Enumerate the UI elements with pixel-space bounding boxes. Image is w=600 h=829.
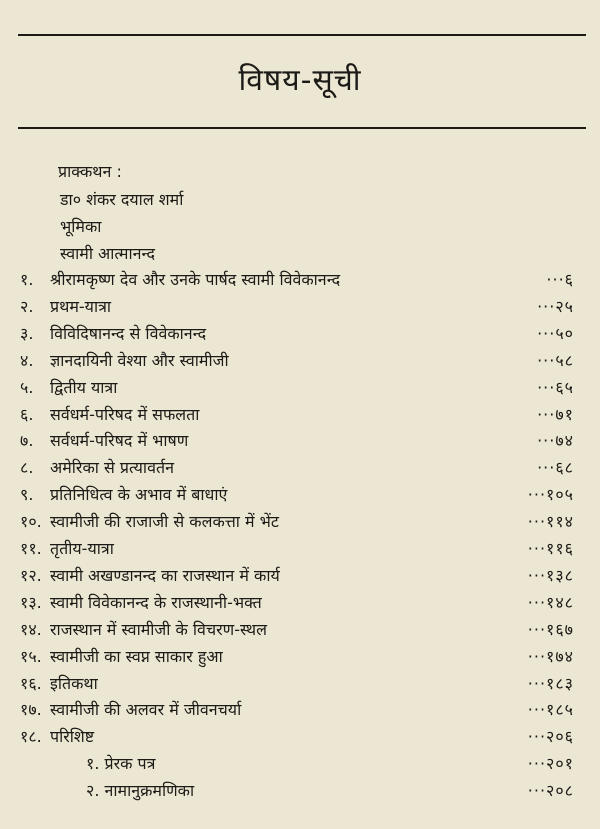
toc-entry-number: ५. bbox=[20, 377, 34, 397]
toc-entry-number: २. bbox=[20, 296, 34, 316]
toc-entry-number: ४. bbox=[20, 350, 34, 370]
toc-entry-page: ···११४ bbox=[527, 512, 574, 532]
bhumika-author: स्वामी आत्मानन्द bbox=[60, 244, 155, 263]
toc-entry-title: विविदिषानन्द से विवेकानन्द bbox=[50, 323, 207, 343]
preface-label: प्राक्कथन : bbox=[58, 162, 122, 181]
toc-entry-number: ६. bbox=[20, 404, 34, 424]
toc-entry-title: २. नामानुक्रमणिका bbox=[86, 781, 195, 801]
toc-entry bbox=[0, 779, 600, 805]
toc-entry bbox=[0, 295, 600, 321]
toc-entry-number: १७. bbox=[20, 700, 42, 720]
title-rule bbox=[18, 127, 586, 129]
toc-entry-page: ···१८३ bbox=[527, 673, 574, 693]
toc-entry-page: ···१०५ bbox=[527, 485, 574, 505]
toc-entry bbox=[0, 268, 600, 294]
toc-entry-title: स्वामीजी की अलवर में जीवनचर्या bbox=[50, 700, 242, 720]
toc-entry-number: १०. bbox=[20, 512, 42, 532]
preface-author: डा० शंकर दयाल शर्मा bbox=[60, 190, 184, 209]
toc-entry-page: ···२०१ bbox=[527, 754, 574, 774]
toc-entry-page: ···२०६ bbox=[527, 727, 574, 747]
toc-entry-page: ···५८ bbox=[537, 350, 574, 370]
toc-entry bbox=[0, 725, 600, 751]
toc-entry-page: ···११६ bbox=[527, 539, 574, 558]
toc-entry-title: सर्वधर्म-परिषद में सफलता bbox=[50, 404, 200, 424]
toc-entry-number: १२. bbox=[20, 565, 42, 585]
toc-entry-page: ···६८ bbox=[537, 458, 574, 478]
toc-entry-title: प्रथम-यात्रा bbox=[50, 296, 112, 316]
toc-entry-title: द्वितीय यात्रा bbox=[50, 377, 118, 397]
toc-entry-title: इतिकथा bbox=[50, 673, 98, 693]
toc-entry-page: ···२०८ bbox=[527, 781, 574, 801]
toc-entry bbox=[0, 645, 600, 671]
toc-entry-title: श्रीरामकृष्ण देव और उनके पार्षद स्वामी विवेकानन्द bbox=[50, 270, 341, 289]
toc-entry-page: ···१८५ bbox=[527, 700, 574, 720]
toc-entry-title: ज्ञानदायिनी वेश्या और स्वामीजी bbox=[50, 350, 229, 370]
toc-entry-title: तृतीय-यात्रा bbox=[50, 539, 114, 558]
toc-entry-title: अमेरिका से प्रत्यावर्तन bbox=[50, 458, 174, 478]
toc-entry bbox=[0, 403, 600, 429]
toc-entry-number: ९. bbox=[20, 485, 34, 505]
toc-entry-title: स्वामीजी की राजाजी से कलकत्ता में भेंट bbox=[50, 512, 279, 532]
toc-entry bbox=[0, 349, 600, 375]
toc-entry-number: १५. bbox=[20, 646, 42, 666]
toc-entry-title: स्वामी अखण्डानन्द का राजस्थान में कार्य bbox=[50, 565, 280, 585]
toc-entry-page: ···१३८ bbox=[527, 565, 574, 585]
toc-entry-page: ···१६७ bbox=[527, 619, 574, 639]
toc-entry-title: स्वामीजी का स्वप्न साकार हुआ bbox=[50, 646, 223, 666]
toc-entry bbox=[0, 429, 600, 455]
toc-entry-page: ···६५ bbox=[537, 377, 574, 397]
toc-entry-number: १३. bbox=[20, 592, 42, 612]
top-rule bbox=[18, 34, 586, 36]
toc-entry-page: ···६ bbox=[546, 270, 574, 289]
toc-entry-number: ७. bbox=[20, 431, 34, 451]
toc-entry-number: ११. bbox=[20, 539, 42, 558]
toc-entry-title: प्रतिनिधित्व के अभाव में बाधाएं bbox=[50, 485, 228, 505]
toc-entry bbox=[0, 483, 600, 509]
toc-entry-number: १६. bbox=[20, 673, 42, 693]
toc-entry bbox=[0, 376, 600, 402]
toc-entry-page: ···५० bbox=[537, 323, 574, 343]
toc-entry bbox=[0, 672, 600, 698]
toc-entry bbox=[0, 564, 600, 590]
toc-entry-page: ···७१ bbox=[537, 404, 574, 424]
toc-entry bbox=[0, 618, 600, 644]
toc-entry bbox=[0, 591, 600, 617]
toc-entry-number: १४. bbox=[20, 619, 42, 639]
toc-entry-number: ३. bbox=[20, 323, 34, 343]
toc-entry-title: स्वामी विवेकानन्द के राजस्थानी-भक्त bbox=[50, 592, 262, 612]
toc-entry-title: राजस्थान में स्वामीजी के विचरण-स्थल bbox=[50, 619, 267, 639]
toc-entry-page: ···१४८ bbox=[527, 592, 574, 612]
toc-entry bbox=[0, 322, 600, 348]
toc-entry-number: ८. bbox=[20, 458, 34, 478]
toc-entry-number: १. bbox=[20, 270, 34, 289]
bhumika-label: भूमिका bbox=[60, 217, 102, 236]
toc-entry-page: ···२५ bbox=[537, 296, 574, 316]
toc-entry-number: १८. bbox=[20, 727, 42, 747]
toc-entry bbox=[0, 752, 600, 778]
toc-entry-page: ···७४ bbox=[537, 431, 574, 451]
toc-entry-title: १. प्रेरक पत्र bbox=[86, 754, 156, 774]
toc-entry bbox=[0, 698, 600, 724]
toc-entry-title: परिशिष्ट bbox=[50, 727, 95, 747]
toc-entry bbox=[0, 510, 600, 536]
toc-entry-page: ···१७४ bbox=[527, 646, 574, 666]
toc-entry bbox=[0, 456, 600, 482]
toc-entry-title: सर्वधर्म-परिषद में भाषण bbox=[50, 431, 189, 451]
toc-entry bbox=[0, 537, 600, 563]
page-title: विषय-सूची bbox=[238, 63, 362, 98]
